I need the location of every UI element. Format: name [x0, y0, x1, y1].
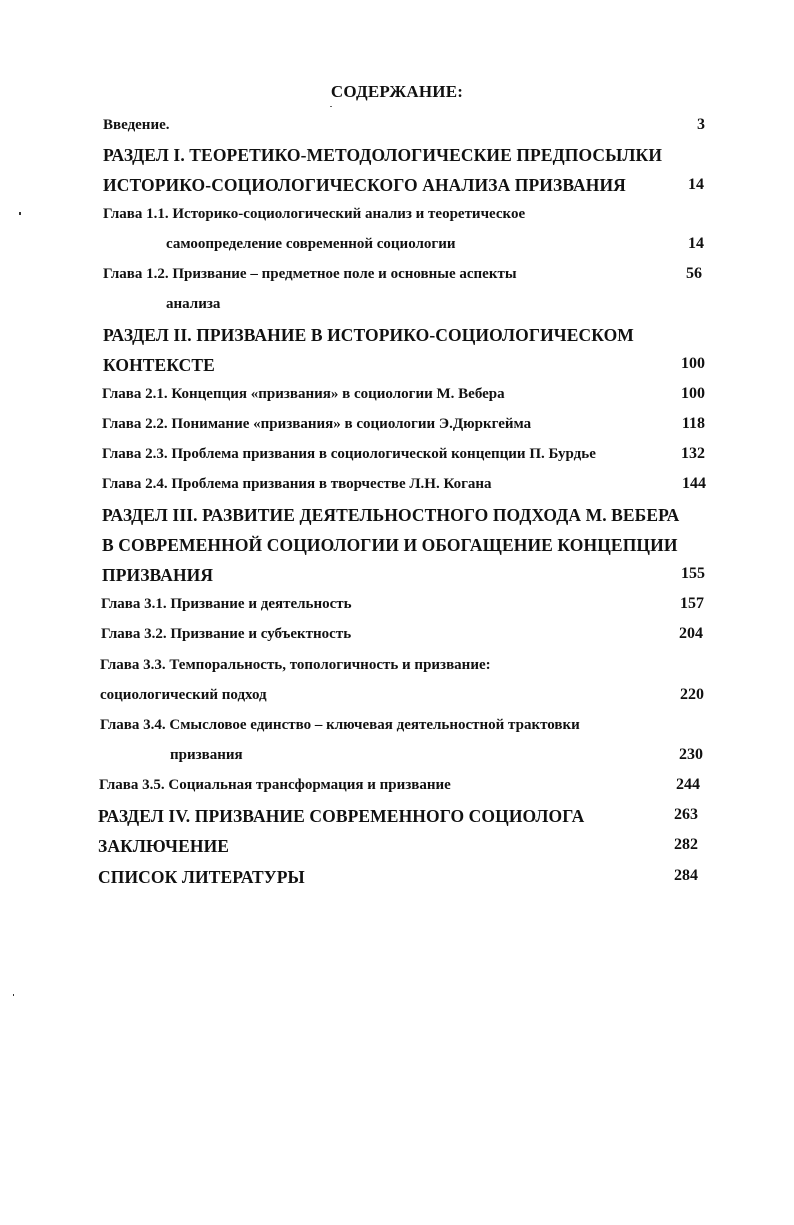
- scan-speck: [13, 994, 14, 996]
- toc-chapter-entry: Глава 3.3. Темпоральность, топологичность и призвание:: [100, 657, 491, 673]
- toc-page-number: 230: [679, 746, 703, 763]
- toc-section-heading: ПРИЗВАНИЯ: [102, 565, 214, 585]
- toc-page-number: 100: [681, 355, 705, 372]
- toc-chapter-entry: Глава 2.3. Проблема призвания в социологической концепции П. Бурдье: [102, 446, 596, 462]
- toc-chapter-entry: Глава 3.4. Смысловое единство – ключевая деятельностной трактовки: [100, 717, 580, 733]
- toc-page-number: 244: [676, 776, 700, 793]
- toc-section-heading: РАЗДЕЛ IV. ПРИЗВАНИЕ СОВРЕМЕННОГО СОЦИОЛОГА: [98, 806, 585, 826]
- toc-page-number: 282: [674, 836, 698, 853]
- toc-page-number: 220: [680, 686, 704, 703]
- toc-page-number: 263: [674, 806, 698, 823]
- toc-page-number: 100: [681, 385, 705, 402]
- toc-title: СОДЕРЖАНИЕ:: [330, 82, 464, 101]
- toc-chapter-entry-continued: анализа: [166, 296, 221, 312]
- toc-section-heading: ИСТОРИКО-СОЦИОЛОГИЧЕСКОГО АНАЛИЗА ПРИЗВАНИЯ: [103, 175, 626, 195]
- toc-chapter-entry: Глава 2.2. Понимание «призвания» в социологии Э.Дюркгейма: [102, 416, 532, 432]
- toc-chapter-entry: Глава 1.2. Призвание – предметное поле и основные аспекты: [103, 266, 517, 282]
- toc-page-number: 155: [681, 565, 705, 582]
- toc-page-number: 3: [697, 116, 705, 133]
- toc-section-heading: РАЗДЕЛ II. ПРИЗВАНИЕ В ИСТОРИКО-СОЦИОЛОГИЧЕСКОМ: [103, 325, 634, 345]
- toc-page-number: 144: [682, 475, 706, 492]
- toc-chapter-entry-continued: самоопределение современной социологии: [166, 236, 456, 252]
- toc-entry-introduction: Введение.: [103, 117, 170, 133]
- toc-section-heading: В СОВРЕМЕННОЙ СОЦИОЛОГИИ И ОБОГАЩЕНИЕ КОНЦЕПЦИИ: [102, 535, 678, 555]
- toc-section-heading: РАЗДЕЛ III. РАЗВИТИЕ ДЕЯТЕЛЬНОСТНОГО ПОДХОДА М. ВЕБЕРА: [102, 505, 680, 525]
- toc-chapter-entry: Глава 1.1. Историко-социологический анализ и теоретическое: [103, 206, 526, 222]
- toc-chapter-entry: Глава 3.1. Призвание и деятельность: [101, 596, 352, 612]
- toc-page-number: 132: [681, 445, 705, 462]
- toc-chapter-entry: Глава 3.5. Социальная трансформация и призвание: [99, 777, 451, 793]
- toc-page-number: 14: [688, 176, 704, 193]
- toc-page-number: 118: [681, 415, 705, 432]
- toc-page-number: 14: [688, 235, 704, 252]
- toc-page-number: 204: [679, 625, 703, 642]
- toc-section-heading: ЗАКЛЮЧЕНИЕ: [98, 836, 230, 856]
- toc-page-number: 284: [674, 867, 698, 884]
- toc-page-number: 56: [686, 265, 702, 282]
- toc-section-heading: СПИСОК ЛИТЕРАТУРЫ: [98, 867, 305, 887]
- scan-speck: [19, 212, 21, 215]
- toc-section-heading: КОНТЕКСТЕ: [103, 355, 215, 375]
- toc-chapter-entry: Глава 3.2. Призвание и субъектность: [101, 626, 352, 642]
- toc-chapter-entry: Глава 2.1. Концепция «призвания» в социологии М. Вебера: [102, 386, 505, 402]
- toc-page-number: 157: [680, 595, 704, 612]
- toc-chapter-entry: Глава 2.4. Проблема призвания в творчестве Л.Н. Когана: [102, 476, 492, 492]
- toc-chapter-entry-continued: призвания: [170, 747, 243, 763]
- scan-speck: [330, 106, 332, 107]
- toc-chapter-entry-continued: социологический подход: [100, 687, 267, 703]
- toc-section-heading: РАЗДЕЛ I. ТЕОРЕТИКО-МЕТОДОЛОГИЧЕСКИЕ ПРЕДПОСЫЛКИ: [103, 145, 663, 165]
